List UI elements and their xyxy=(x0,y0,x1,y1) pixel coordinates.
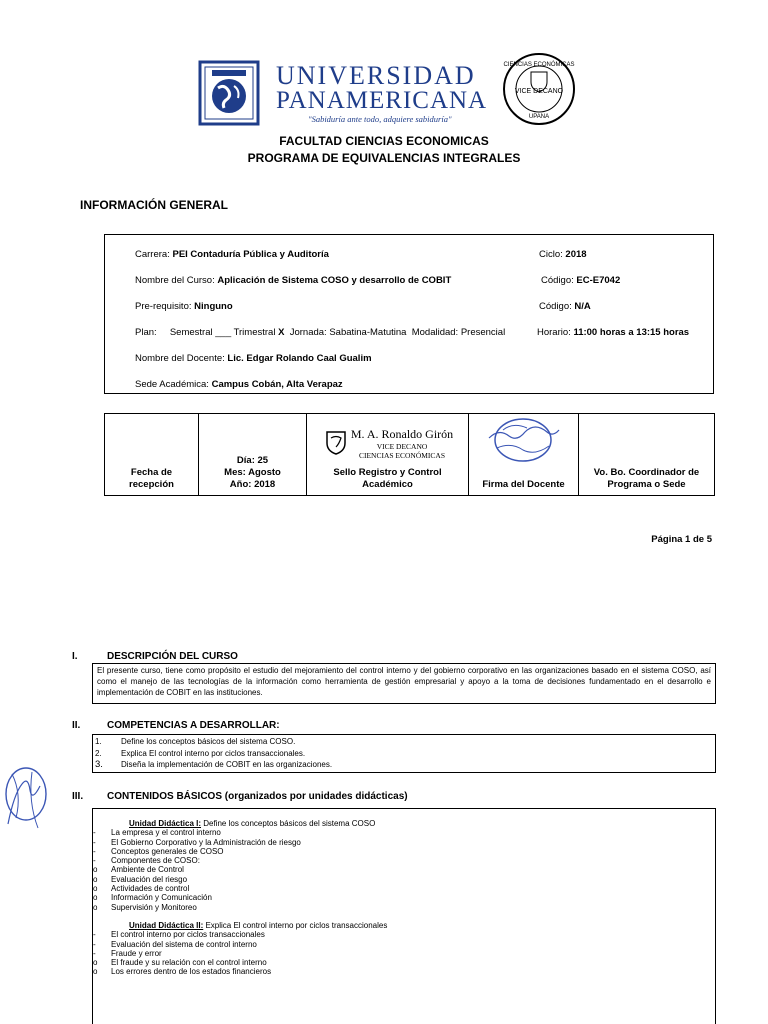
reception-table xyxy=(104,413,715,496)
section-2-number: II. xyxy=(72,720,81,731)
unit-1-heading xyxy=(93,819,715,828)
margin-signature-stamp xyxy=(2,764,48,836)
list-text: Evaluación del riesgo xyxy=(111,874,188,884)
codigo-value: EC-E7042 xyxy=(576,275,621,286)
unit-2-text: Explica El control interno por ciclos transaccionales xyxy=(203,920,388,930)
list-item xyxy=(93,949,715,958)
carrera-row xyxy=(135,249,329,260)
sede-row xyxy=(135,379,343,390)
prereq-row xyxy=(135,301,233,312)
codigo-label: Código: xyxy=(541,275,577,286)
unit-2-heading xyxy=(93,921,715,930)
firma-cell xyxy=(469,414,579,496)
codigo2-value: N/A xyxy=(574,301,591,312)
list-text: Define los conceptos básicos del sistema COSO. xyxy=(121,737,296,746)
vobo-cell xyxy=(579,414,715,496)
list-text: Ambiente de Control xyxy=(111,865,184,875)
page-number: Página 1 de 5 xyxy=(651,534,712,545)
list-text: El fraude y su relación con el control interno xyxy=(111,958,267,968)
list-item xyxy=(93,958,715,967)
unit-2-list xyxy=(93,930,715,976)
list-item xyxy=(93,856,715,865)
sello-cell xyxy=(307,414,469,496)
list-item xyxy=(93,967,715,976)
list-item xyxy=(93,838,715,847)
plan-label: Plan: Semestral ___ Trimestral xyxy=(135,327,279,338)
codigo2-row xyxy=(539,301,591,312)
list-marker: o xyxy=(93,902,98,912)
list-item xyxy=(93,847,715,856)
section-1-title: DESCRIPCIÓN DEL CURSO xyxy=(107,651,238,662)
list-item xyxy=(93,865,715,874)
curso-label: Nombre del Curso: xyxy=(135,275,218,286)
seal-top-text: CIENCIAS ECONÓMICAS xyxy=(503,62,575,68)
course-description-box: El presente curso, tiene como propósito el estudio del mejoramiento del control interno y del gobierno corporativo en las organizaciones basado en el sistema COSO, así como el manejo de las tecnologías de la información como herramienta de gestión empresarial y apoyo a la toma de decisiones fundamentado en el desarrollo e implementación de COBIT en las instituciones. xyxy=(92,663,716,704)
list-text: Actividades de control xyxy=(111,884,190,894)
teacher-signature-stamp xyxy=(483,416,563,466)
sede-label: Sede Académica: xyxy=(135,379,212,390)
list-marker: - xyxy=(93,930,96,940)
horario-row xyxy=(537,327,689,338)
fecha-recepcion-cell xyxy=(105,414,199,496)
sede-value: Campus Cobán, Alta Verapaz xyxy=(211,379,343,390)
sello-label-2: Académico xyxy=(362,479,413,490)
list-item xyxy=(93,940,715,949)
anio-value: Año: 2018 xyxy=(229,479,276,490)
list-marker: - xyxy=(93,837,96,847)
codigo-row xyxy=(541,275,620,286)
docente-label: Nombre del Docente: xyxy=(135,353,228,364)
curso-row xyxy=(135,275,451,286)
logo-motto: "Sabiduría ante todo, adquiere sabiduría" xyxy=(308,114,452,124)
section-3-number: III. xyxy=(72,791,84,802)
list-item xyxy=(93,930,715,939)
list-marker: o xyxy=(93,865,98,875)
unit-1-text: Define los conceptos básicos del sistema COSO xyxy=(201,819,376,828)
list-item xyxy=(93,736,715,748)
docente-value: Lic. Edgar Rolando Caal Gualim xyxy=(227,353,372,364)
sello-label-1: Sello Registro y Control xyxy=(333,467,442,478)
mes-value: Mes: Agosto xyxy=(224,467,281,478)
competencies-box xyxy=(92,734,716,773)
vobo-label-2: Programa o Sede xyxy=(607,479,686,490)
horario-value: 11:00 horas a 13:15 horas xyxy=(573,327,690,338)
general-info-box xyxy=(104,234,714,394)
prereq-label: Pre-requisito: xyxy=(135,301,195,312)
ciclo-label: Ciclo: xyxy=(539,249,566,260)
list-marker: - xyxy=(93,939,96,949)
list-marker: o xyxy=(93,893,98,903)
list-text: Conceptos generales de COSO xyxy=(111,846,224,856)
seal-bottom-text: UPANA xyxy=(528,114,550,120)
list-item xyxy=(93,893,715,902)
list-number: 2. xyxy=(95,748,102,758)
contents-box xyxy=(92,808,716,1024)
section-3-title: CONTENIDOS BÁSICOS (organizados por unidades didácticas) xyxy=(107,791,408,802)
plan-details: Jornada: Sabatina-Matutina Modalidad: Presencial xyxy=(284,327,506,338)
section-2-title: COMPETENCIAS A DESARROLLAR: xyxy=(107,720,280,731)
list-number: 3. xyxy=(95,759,103,770)
ciclo-row xyxy=(539,249,587,260)
stamp-title: VICE DECANO xyxy=(376,442,428,451)
list-text: El Gobierno Corporativo y la Administración de riesgo xyxy=(111,837,301,847)
list-text: La empresa y el control interno xyxy=(111,828,221,838)
list-text: Componentes de COSO: xyxy=(111,856,200,866)
list-marker: - xyxy=(93,828,96,838)
general-info-heading: INFORMACIÓN GENERAL xyxy=(80,198,228,212)
codigo2-label: Código: xyxy=(539,301,575,312)
unit-2-label: Unidad Didáctica II: xyxy=(129,920,204,930)
logo-name-line1: UNIVERSIDAD xyxy=(276,61,476,90)
carrera-value: PEI Contaduría Pública y Auditoría xyxy=(172,249,329,260)
plan-row xyxy=(135,327,505,338)
seal-center-text: VICE DECANO xyxy=(514,88,564,95)
list-item xyxy=(93,884,715,893)
list-number: 1. xyxy=(95,737,102,746)
section-1-number: I. xyxy=(72,651,78,662)
list-text: Supervisión y Monitoreo xyxy=(111,902,197,912)
list-marker: - xyxy=(93,846,96,856)
list-marker: o xyxy=(93,967,98,977)
list-marker: o xyxy=(93,884,98,894)
stamp-shield-icon xyxy=(325,430,347,456)
curso-value: Aplicación de Sistema COSO y desarrollo de COBIT xyxy=(217,275,452,286)
unit-1-label: Unidad Didáctica I: xyxy=(129,819,202,828)
list-text: El control interno por ciclos transaccionales xyxy=(111,930,265,940)
list-marker: o xyxy=(93,874,98,884)
list-item xyxy=(93,828,715,837)
logo-name-line2: PANAMERICANA xyxy=(276,87,488,114)
docente-row xyxy=(135,353,372,364)
prereq-value: Ninguno xyxy=(194,301,233,312)
university-shield-icon xyxy=(200,62,258,124)
fecha-label-2: recepción xyxy=(129,479,174,490)
list-marker: - xyxy=(93,856,96,866)
unit-1-list xyxy=(93,828,715,912)
ciclo-value: 2018 xyxy=(565,249,587,260)
dia-value: Día: 25 xyxy=(236,455,269,466)
date-cell xyxy=(199,414,307,496)
fecha-label-1: Fecha de xyxy=(130,467,173,478)
program-title: PROGRAMA DE EQUIVALENCIAS INTEGRALES xyxy=(247,151,521,165)
list-text: Evaluación del sistema de control interno xyxy=(111,939,257,949)
list-text: Explica El control interno por ciclos transaccionales. xyxy=(121,748,306,758)
list-marker: o xyxy=(93,958,98,968)
university-logo xyxy=(196,58,496,128)
list-text: Información y Comunicación xyxy=(111,893,212,903)
list-item xyxy=(93,759,715,771)
list-marker: - xyxy=(93,948,96,958)
list-item xyxy=(93,903,715,912)
list-item xyxy=(93,875,715,884)
list-text: Fraude y error xyxy=(111,948,162,958)
stamp-name: M. A. Ronaldo Girón xyxy=(350,427,454,441)
registry-stamp xyxy=(325,428,453,466)
firma-label: Firma del Docente xyxy=(482,479,565,490)
stamp-faculty: CIENCIAS ECONÓMICAS xyxy=(358,451,446,460)
list-item xyxy=(93,748,715,760)
plan-mark: X xyxy=(278,327,285,338)
vobo-label-1: Vo. Bo. Coordinador de xyxy=(593,467,700,478)
carrera-label: Carrera: xyxy=(135,249,173,260)
faculty-title: FACULTAD CIENCIAS ECONOMICAS xyxy=(279,134,489,148)
list-text: Los errores dentro de los estados financieros xyxy=(111,967,272,977)
horario-label: Horario: xyxy=(537,327,574,338)
vice-dean-seal xyxy=(502,52,576,126)
list-text: Diseña la implementación de COBIT en las organizaciones. xyxy=(121,760,333,769)
